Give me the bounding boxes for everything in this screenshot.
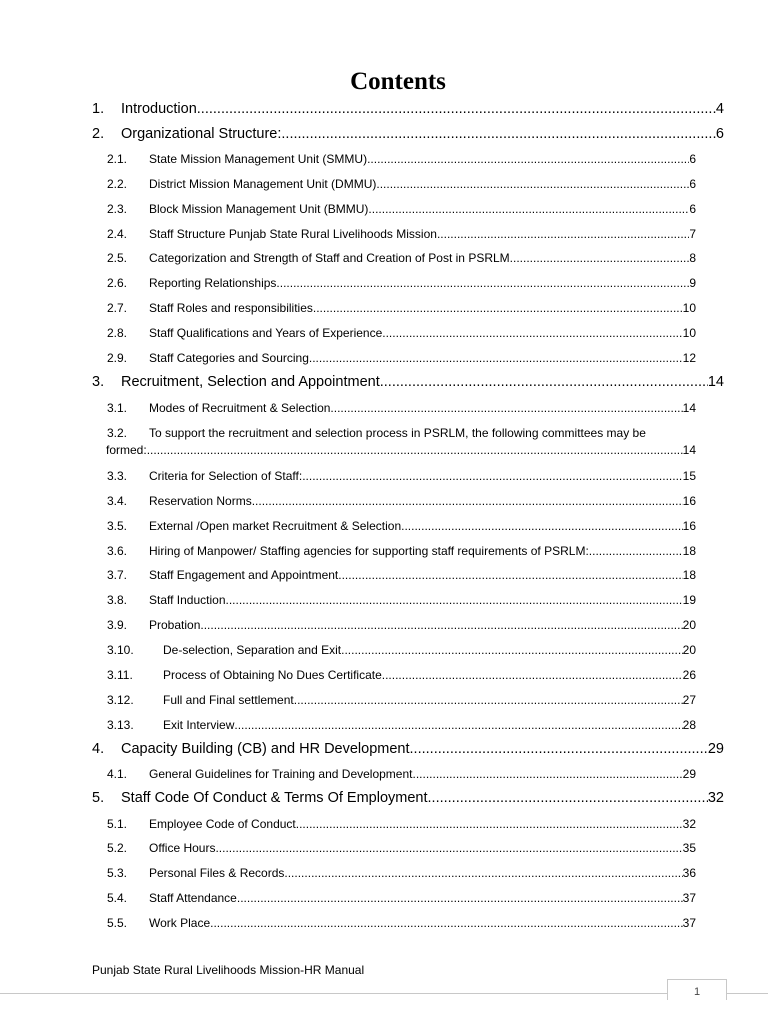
toc-title: Hiring of Manpower/ Staffing agencies for supporting staff requirements of PSRLM: [149,544,589,558]
toc-leader [296,817,683,831]
toc-entry-3-7[interactable] [107,568,696,582]
toc-page: 4 [715,101,724,117]
toc-page: 16 [682,494,696,508]
toc-leader [437,227,689,241]
toc-leader [428,790,708,806]
toc-page: 7 [689,227,696,241]
toc-entry-3-13[interactable] [107,718,696,732]
toc-title: Block Mission Management Unit (BMMU) [149,202,369,216]
toc-number: 5.3. [107,866,128,880]
toc-number: 3.2. [107,426,128,440]
toc-title: Exit Interview [163,718,235,732]
toc-page: 6 [689,177,696,191]
toc-entry-5-5[interactable] [107,916,696,930]
toc-entry-1[interactable] [92,101,724,117]
toc-entry-2-4[interactable] [107,227,696,241]
toc-leader [410,741,708,757]
toc-number: 3.8. [107,593,128,607]
toc-title: Full and Final settlement [163,693,294,707]
page-title: Contents [350,68,446,95]
toc-entry-3-11[interactable] [107,668,696,682]
toc-page: 14 [682,401,696,415]
toc-title: De-selection, Separation and Exit [163,643,342,657]
toc-number: 3.7. [107,568,128,582]
toc-number: 5. [92,790,105,806]
toc-entry-2-9[interactable] [107,351,696,365]
toc-page: 6 [715,126,724,142]
toc-page: 10 [682,301,696,315]
toc-number: 5.5. [107,916,128,930]
toc-number: 2.3. [107,202,128,216]
toc-number: 5.4. [107,891,128,905]
toc-leader [281,126,716,142]
toc-title: Recruitment, Selection and Appointment [121,374,380,390]
toc-page: 29 [707,741,724,757]
toc-title: Process of Obtaining No Dues Certificate [163,668,382,682]
toc-title: Probation [149,618,201,632]
toc-leader [147,443,683,457]
toc-page: 12 [682,351,696,365]
toc-number: 2.6. [107,276,128,290]
toc-leader [284,866,682,880]
toc-entry-3-8[interactable] [107,593,696,607]
toc-title: Staff Engagement and Appointment [149,568,339,582]
toc-number: 3. [92,374,105,390]
toc-entry-2-8[interactable] [107,326,696,340]
toc-number: 3.5. [107,519,128,533]
toc-leader [309,351,683,365]
toc-title-continued: formed: [106,443,147,457]
toc-page: 37 [682,916,696,930]
toc-entry-3-10[interactable] [107,643,696,657]
toc-entry-5[interactable] [92,790,724,806]
toc-leader [200,618,682,632]
toc-title: External /Open market Recruitment & Selection [149,519,402,533]
toc-leader [234,718,682,732]
toc-entry-3-4[interactable] [107,494,696,508]
toc-page: 20 [682,643,696,657]
toc-number: 5.2. [107,841,128,855]
toc-title: Office Hours [149,841,216,855]
toc-entry-2[interactable] [92,126,724,142]
toc-title: District Mission Management Unit (DMMU) [149,177,377,191]
toc-leader [510,251,690,265]
toc-title: Staff Attendance [149,891,237,905]
toc-entry-3-6[interactable] [107,544,696,558]
toc-page: 32 [682,817,696,831]
toc-page: 36 [682,866,696,880]
toc-entry-2-5[interactable] [107,251,696,265]
footer-text: Punjab State Rural Livelihoods Mission-HR Manual [92,963,365,977]
toc-page: 20 [682,618,696,632]
toc-entry-3-9[interactable] [107,618,696,632]
toc-entry-5-3[interactable] [107,866,696,880]
toc-page: 14 [682,443,696,457]
toc-leader [197,101,716,117]
toc-title: State Mission Management Unit (SMMU) [149,152,368,166]
toc-leader [210,916,683,930]
toc-number: 2.2. [107,177,128,191]
toc-leader [367,152,689,166]
toc-page: 26 [682,668,696,682]
toc-entry-4[interactable] [92,741,724,757]
toc-number: 2.4. [107,227,128,241]
toc-leader [226,593,683,607]
toc-page: 37 [682,891,696,905]
toc-number: 2.1. [107,152,128,166]
toc-number: 2.8. [107,326,128,340]
toc-page: 18 [682,568,696,582]
toc-leader [380,374,708,390]
toc-title: Capacity Building (CB) and HR Development [121,741,410,757]
toc-entry-5-2[interactable] [107,841,696,855]
toc-page: 10 [682,326,696,340]
toc-entry-2-6[interactable] [107,276,696,290]
toc-leader [368,202,689,216]
toc-number: 2.5. [107,251,128,265]
toc-page: 19 [682,593,696,607]
toc-number: 3.4. [107,494,128,508]
toc-title: Staff Qualifications and Years of Experience [149,326,383,340]
toc-leader [341,643,683,657]
toc-entry-5-4[interactable] [107,891,696,905]
toc-title: Categorization and Strength of Staff and Creation of Post in PSRLM [149,251,510,265]
toc-number: 3.9. [107,618,128,632]
toc-title: Staff Code Of Conduct & Terms Of Employment [121,790,428,806]
toc-entry-4-1[interactable] [107,767,696,781]
toc-page: 6 [689,202,696,216]
toc-entry-3-3[interactable] [107,469,696,483]
toc-title: Reporting Relationships [149,276,277,290]
toc-page: 15 [682,469,696,483]
toc-page: 6 [689,152,696,166]
toc-leader [276,276,689,290]
toc-number: 4. [92,741,105,757]
toc-title: Staff Categories and Sourcing [149,351,309,365]
toc-leader [338,568,682,582]
toc-title: Work Place [149,916,211,930]
toc-leader [237,891,683,905]
toc-page: 16 [682,519,696,533]
toc-title: Employee Code of Conduct [149,817,296,831]
toc-page: 32 [707,790,724,806]
toc-number: 2. [92,126,105,142]
toc-number: 3.1. [107,401,128,415]
toc-entry-3-12[interactable] [107,693,696,707]
toc-leader [382,668,683,682]
toc-entry-5-1[interactable] [107,817,696,831]
toc-leader [382,326,682,340]
toc-title: Reservation Norms [149,494,252,508]
toc-entry-2-1[interactable] [107,152,696,166]
toc-number: 3.12. [107,693,134,707]
page-number: 1 [667,979,727,1000]
toc-entry-3[interactable] [92,374,724,390]
toc-title: Introduction [121,101,197,117]
toc-page: 18 [682,544,696,558]
toc-number: 1. [92,101,105,117]
toc-title: To support the recruitment and selection process in PSRLM, the following committees may be [149,426,646,440]
toc-title: Criteria for Selection of Staff: [149,469,303,483]
toc-number: 2.9. [107,351,128,365]
toc-entry-3-2[interactable] [107,426,696,457]
toc-page: 28 [682,718,696,732]
toc-leader [302,469,682,483]
toc-entry-2-3[interactable] [107,202,696,216]
toc-entry-2-2[interactable] [107,177,696,191]
toc-title: Modes of Recruitment & Selection [149,401,331,415]
toc-number: 3.6. [107,544,128,558]
toc-number: 5.1. [107,817,128,831]
toc-number: 3.10. [107,643,134,657]
toc-page: 35 [682,841,696,855]
toc-leader [412,767,682,781]
toc-page: 9 [689,276,696,290]
toc-leader [589,544,683,558]
toc-number: 2.7. [107,301,128,315]
toc-page: 8 [689,251,696,265]
toc-leader [252,494,683,508]
toc-leader [401,519,683,533]
toc-number: 3.13. [107,718,134,732]
toc-entry-2-7[interactable] [107,301,696,315]
toc-page: 27 [682,693,696,707]
toc-title: Organizational Structure: [121,126,282,142]
toc-leader [376,177,689,191]
toc-leader [215,841,682,855]
toc-title: Staff Structure Punjab State Rural Livelihoods Mission [149,227,437,241]
toc-page: 14 [707,374,724,390]
toc-leader [313,301,683,315]
toc-leader [330,401,682,415]
toc-title: General Guidelines for Training and Development [149,767,413,781]
toc-entry-3-1[interactable] [107,401,696,415]
toc-number: 3.11. [107,668,133,682]
toc-number: 4.1. [107,767,128,781]
footer-rule [0,993,768,994]
toc-number: 3.3. [107,469,128,483]
toc-leader [294,693,683,707]
toc-title: Personal Files & Records [149,866,285,880]
toc-title: Staff Induction [149,593,226,607]
toc-page: 29 [682,767,696,781]
toc-entry-3-5[interactable] [107,519,696,533]
toc-title: Staff Roles and responsibilities [149,301,313,315]
